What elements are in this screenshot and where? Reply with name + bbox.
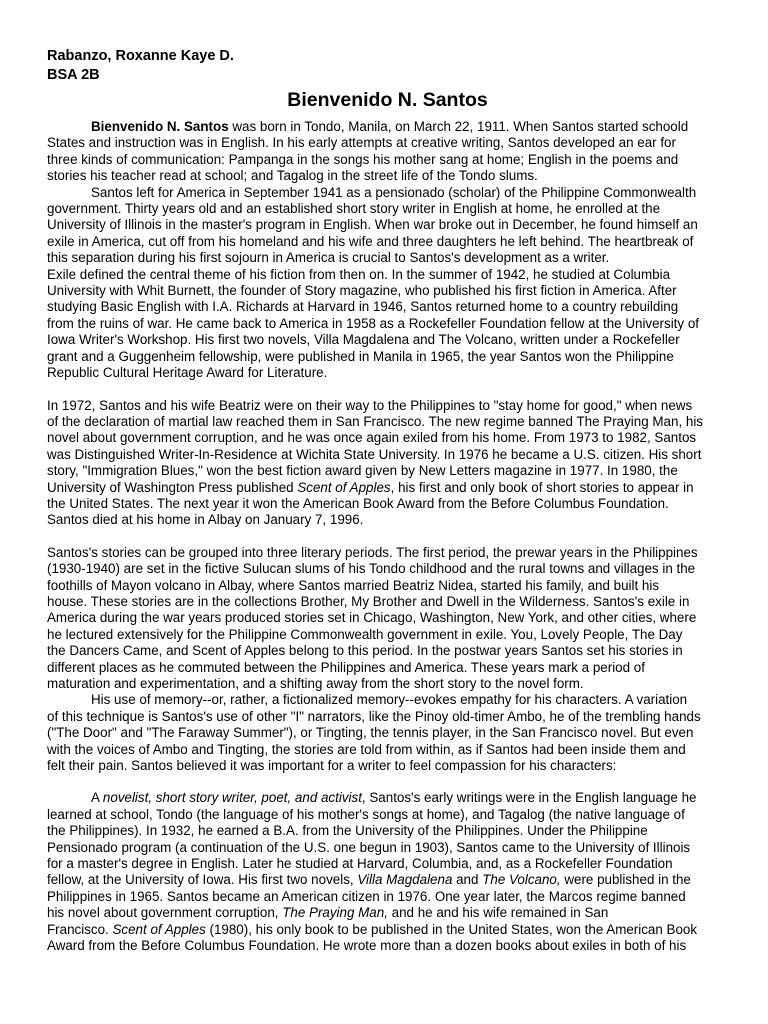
paragraph-7-text-a: A: [91, 790, 103, 806]
paragraph-4: [47, 398, 728, 529]
paragraph-7-text-d: were published in the Philippines in 1965. Santos became an American citizen in 1976. One year later, the Marcos regime banned his novel about government corruption,: [47, 872, 691, 921]
paragraph-7: [47, 790, 728, 954]
student-name: Rabanzo, Roxanne Kaye D.: [47, 48, 234, 64]
paragraph-4-text-a: In 1972, Santos and his wife Beatriz were on their way to the Philippines to "stay home for good," when news of the declaration of martial law reached them in San Francisco. The new regime banned The Praying Man, his novel about government corruption, and he was once again exiled from his home. From 1973 to 1982, Santos was Distinguished Writer-In-Residence at Wichita State University. In 1976 he became a U.S. citizen. His short story, "Immigration Blues," won the best fiction award given by New Letters magazine in 1977. In 1980, the University of Washington Press published: [47, 397, 703, 495]
paragraph-7-text-e: and he and his wife remained in San Francisco.: [47, 905, 609, 937]
paragraph-4-text-b: , his first and only book of short stories to appear in the United States. The next year it won the American Book Award from the Before Columbus Foundation. Santos died at his home in Albay on January 7, 1996.: [47, 479, 694, 528]
paragraph-7-em-5: Scent of Apples: [112, 921, 206, 937]
document-title: Bienvenido N. Santos: [287, 89, 488, 111]
paragraph-7-em-1: novelist, short story writer, poet, and activist: [102, 790, 362, 806]
paragraph-1: [47, 119, 728, 185]
paragraph-7-text-f: (1980), his only book to be published in the United States, won the American Book Award from the Before Columbus Foundation. He wrote more than a dozen books about exiles in both of his: [47, 921, 698, 954]
paragraph-7-text-b: , Santos's early writings were in the English language he learned at school, Tondo (the language of his mother's songs at home), and Tagalog (the native language of the Philippines). In 1932, he earned a B.A. from the University of the Philippines. Under the Philippine Pensionado program (a continuation of the U.S. one begun in 1903), Santos came to the University of Illinois for a master's degree in English. Later he studied at Harvard, Columbia, and, as a Rockefeller Foundation fellow, at the University of Iowa. His first two novels,: [47, 790, 697, 888]
paragraph-4-title: Scent of Apples: [297, 479, 391, 495]
paragraph-1-text: was born in Tondo, Manila, on March 22, 1911. When Santos started schoold States and instruction was in English. In his early attempts at creative writing, Santos developed an ear for three kinds of communication: Pampanga in the songs his mother sang at home; English in the poems and stories his teacher read at school; and Tagalog in the street life of the Tondo slums.: [47, 119, 689, 184]
paragraph-6: His use of memory--or, rather, a fictionalized memory--evokes empathy for his characters. A variation of this technique is Santos's use of other "I" narrators, like the Pinoy old-timer Ambo, he of the trembling hands ("The Door" and "The Faraway Summer"), or Tingting, the tennis player, in the San Francisco novel. But even with the voices of Ambo and Tingting, the stories are told from within, as if Santos had been inside them and felt their pain. Santos believed it was important for a writer to feel compassion for his characters:: [47, 692, 701, 774]
paragraph-7-em-3: The Volcano,: [482, 872, 561, 888]
subject-name: Bienvenido N. Santos: [91, 119, 229, 134]
paragraph-7-em-2: Villa Magdalena: [357, 872, 453, 888]
paragraph-2: Santos left for America in September 1941 as a pensionado (scholar) of the Philippine Commonwealth government. Thirty years old and an established short story writer in English at home, he enrolled at the University of Illinois in the master's program in English. When war broke out in December, he found himself an exile in America, cut off from his homeland and his wife and three daughters he left behind. The heartbreak of this separation during his first sojourn in America is crucial to Santos's development as a writer.: [47, 184, 698, 266]
paragraph-7-text-c: and: [452, 872, 483, 888]
paragraph-7-em-4: The Praying Man,: [282, 905, 388, 921]
paragraph-5: Santos's stories can be grouped into three literary periods. The first period, the prewar years in the Philippines (1930-1940) are set in the fictive Sulucan slums of his Tondo childhood and the rural towns and villages in the foothills of Mayon volcano in Albay, where Santos married Beatriz Nidea, started his family, and built his house. These stories are in the collections Brother, My Brother and Dwell in the Wilderness. Santos's exile in America during the war years produced stories set in Chicago, Washington, New York, and other cities, where he lectured extensively for the Philippine Commonwealth government in exile. You, Lovely People, The Day the Dancers Came, and Scent of Apples belong to this period. In the postwar years Santos set his stories in different places as he commuted between the Philippines and America. These years mark a period of maturation and experimentation, and a shifting away from the short story to the novel form.: [47, 544, 698, 691]
student-section: BSA 2B: [47, 67, 100, 83]
paragraph-3: Exile defined the central theme of his fiction from then on. In the summer of 1942, he studied at Columbia University with Whit Burnett, the founder of Story magazine, who published his first fiction in America. After studying Basic English with I.A. Richards at Harvard in 1946, Santos returned home to a country rebuilding from the ruins of war. He came back to America in 1958 as a Rockefeller Foundation fellow at the University of Iowa Writer's Workshop. His first two novels, Villa Magdalena and The Volcano, written under a Rockefeller grant and a Guggenheim fellowship, were published in Manila in 1965, the year Santos won the Philippine Republic Cultural Heritage Award for Literature.: [47, 266, 699, 381]
